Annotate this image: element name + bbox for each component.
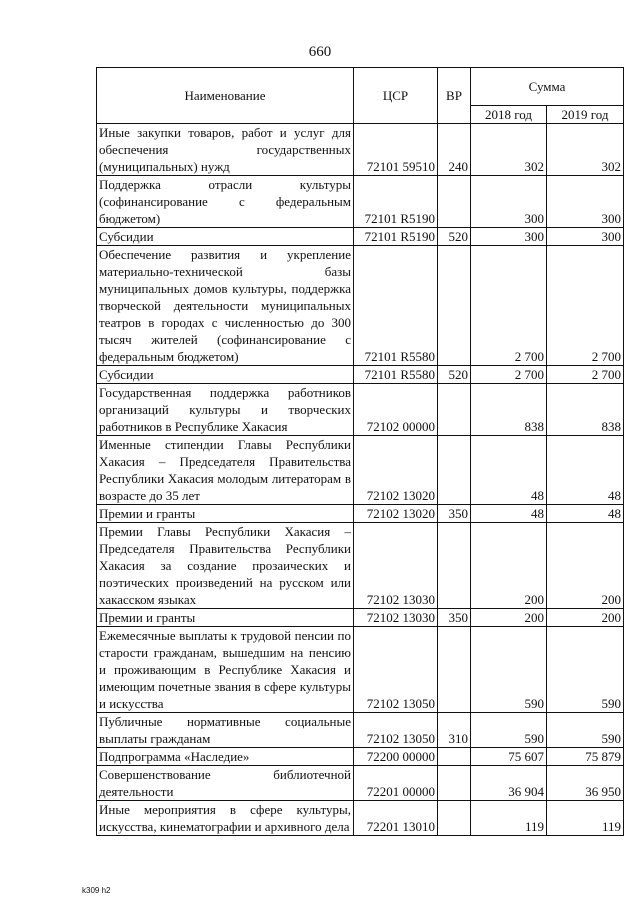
row-csr: 72101 R5190	[354, 228, 438, 246]
row-2019: 300	[547, 176, 624, 228]
row-vr	[438, 436, 471, 505]
row-name: Премии Главы Республики Хакасия – Председателя Правительства Республики Хакасия за создание прозаических и поэтических произведений на русском или хакасском языках	[97, 523, 354, 609]
row-2019: 2 700	[547, 366, 624, 384]
table-row	[97, 124, 624, 176]
row-csr: 72102 13030	[354, 523, 438, 609]
row-2018: 302	[471, 124, 547, 176]
row-2019: 302	[547, 124, 624, 176]
row-2018: 300	[471, 176, 547, 228]
row-csr: 72102 13050	[354, 627, 438, 713]
table-row	[97, 801, 624, 836]
header-2019: 2019 год	[547, 106, 624, 124]
row-csr: 72102 13030	[354, 609, 438, 627]
row-2019: 119	[547, 801, 624, 836]
row-2018: 119	[471, 801, 547, 836]
row-name: Подпрограмма «Наследие»	[97, 748, 354, 766]
row-2018: 590	[471, 627, 547, 713]
row-name: Иные закупки товаров, работ и услуг для обеспечения государственных (муниципальных) нужд	[97, 124, 354, 176]
table-row	[97, 713, 624, 748]
row-csr: 72102 00000	[354, 384, 438, 436]
row-2019: 36 950	[547, 766, 624, 801]
row-2018: 200	[471, 609, 547, 627]
row-vr: 350	[438, 505, 471, 523]
row-name: Обеспечение развития и укрепление материально-технической базы муниципальных домов культуры, поддержка творческой деятельности муниципальных театров в городах с численностью до 300 тысяч жителей (софинансирование с федеральным бюджетом)	[97, 246, 354, 366]
table-row	[97, 228, 624, 246]
table-row	[97, 384, 624, 436]
row-vr	[438, 384, 471, 436]
table-row	[97, 436, 624, 505]
footer-code: k309 h2	[82, 886, 111, 895]
row-2018: 2 700	[471, 246, 547, 366]
row-2019: 2 700	[547, 246, 624, 366]
row-name: Именные стипендии Главы Республики Хакасия – Председателя Правительства Республики Хакасия молодым литераторам в возрасте до 35 лет	[97, 436, 354, 505]
header-2018: 2018 год	[471, 106, 547, 124]
row-vr	[438, 627, 471, 713]
row-vr	[438, 523, 471, 609]
row-vr	[438, 766, 471, 801]
row-2018: 36 904	[471, 766, 547, 801]
table-row	[97, 523, 624, 609]
row-csr: 72201 00000	[354, 766, 438, 801]
row-csr: 72102 13020	[354, 436, 438, 505]
row-2018: 48	[471, 505, 547, 523]
row-name: Премии и гранты	[97, 505, 354, 523]
row-name: Ежемесячные выплаты к трудовой пенсии по старости гражданам, вышедшим на пенсию и проживающим в Республике Хакасия и имеющим почетные звания в сфере культуры и искусства	[97, 627, 354, 713]
row-csr: 72101 R5190	[354, 176, 438, 228]
row-csr: 72101 R5580	[354, 246, 438, 366]
row-csr: 72102 13020	[354, 505, 438, 523]
row-name: Субсидии	[97, 228, 354, 246]
row-2018: 590	[471, 713, 547, 748]
row-vr: 520	[438, 228, 471, 246]
row-vr	[438, 246, 471, 366]
row-name: Совершенствование библиотечной деятельности	[97, 766, 354, 801]
header-csr: ЦСР	[354, 68, 438, 124]
budget-table	[96, 67, 624, 836]
row-2019: 48	[547, 436, 624, 505]
table-row	[97, 176, 624, 228]
row-2019: 48	[547, 505, 624, 523]
row-vr	[438, 801, 471, 836]
row-2018: 200	[471, 523, 547, 609]
row-2019: 838	[547, 384, 624, 436]
row-vr	[438, 748, 471, 766]
row-2019: 75 879	[547, 748, 624, 766]
row-2018: 75 607	[471, 748, 547, 766]
table-row	[97, 609, 624, 627]
row-vr: 350	[438, 609, 471, 627]
row-vr	[438, 176, 471, 228]
table-row	[97, 748, 624, 766]
row-name: Премии и гранты	[97, 609, 354, 627]
row-vr: 520	[438, 366, 471, 384]
row-csr: 72201 13010	[354, 801, 438, 836]
row-csr: 72200 00000	[354, 748, 438, 766]
row-name: Иные мероприятия в сфере культуры, искусства, кинематографии и архивного дела	[97, 801, 354, 836]
row-2018: 48	[471, 436, 547, 505]
row-name: Субсидии	[97, 366, 354, 384]
header-name: Наименование	[97, 68, 354, 124]
row-2018: 300	[471, 228, 547, 246]
row-2019: 200	[547, 609, 624, 627]
row-2019: 200	[547, 523, 624, 609]
header-vr: ВР	[438, 68, 471, 124]
row-csr: 72101 59510	[354, 124, 438, 176]
row-2018: 838	[471, 384, 547, 436]
table-row	[97, 366, 624, 384]
row-name: Государственная поддержка работников организаций культуры и творческих работников в Республике Хакасия	[97, 384, 354, 436]
row-2019: 300	[547, 228, 624, 246]
row-2018: 2 700	[471, 366, 547, 384]
table-row	[97, 627, 624, 713]
row-vr: 310	[438, 713, 471, 748]
page-number: 660	[308, 44, 332, 60]
row-2019: 590	[547, 627, 624, 713]
row-csr: 72101 R5580	[354, 366, 438, 384]
table-row	[97, 766, 624, 801]
row-csr: 72102 13050	[354, 713, 438, 748]
row-vr: 240	[438, 124, 471, 176]
row-name: Публичные нормативные социальные выплаты гражданам	[97, 713, 354, 748]
table-row	[97, 505, 624, 523]
table-row	[97, 246, 624, 366]
row-2019: 590	[547, 713, 624, 748]
header-sum: Сумма	[471, 68, 624, 106]
row-name: Поддержка отрасли культуры (софинансирование с федеральным бюджетом)	[97, 176, 354, 228]
